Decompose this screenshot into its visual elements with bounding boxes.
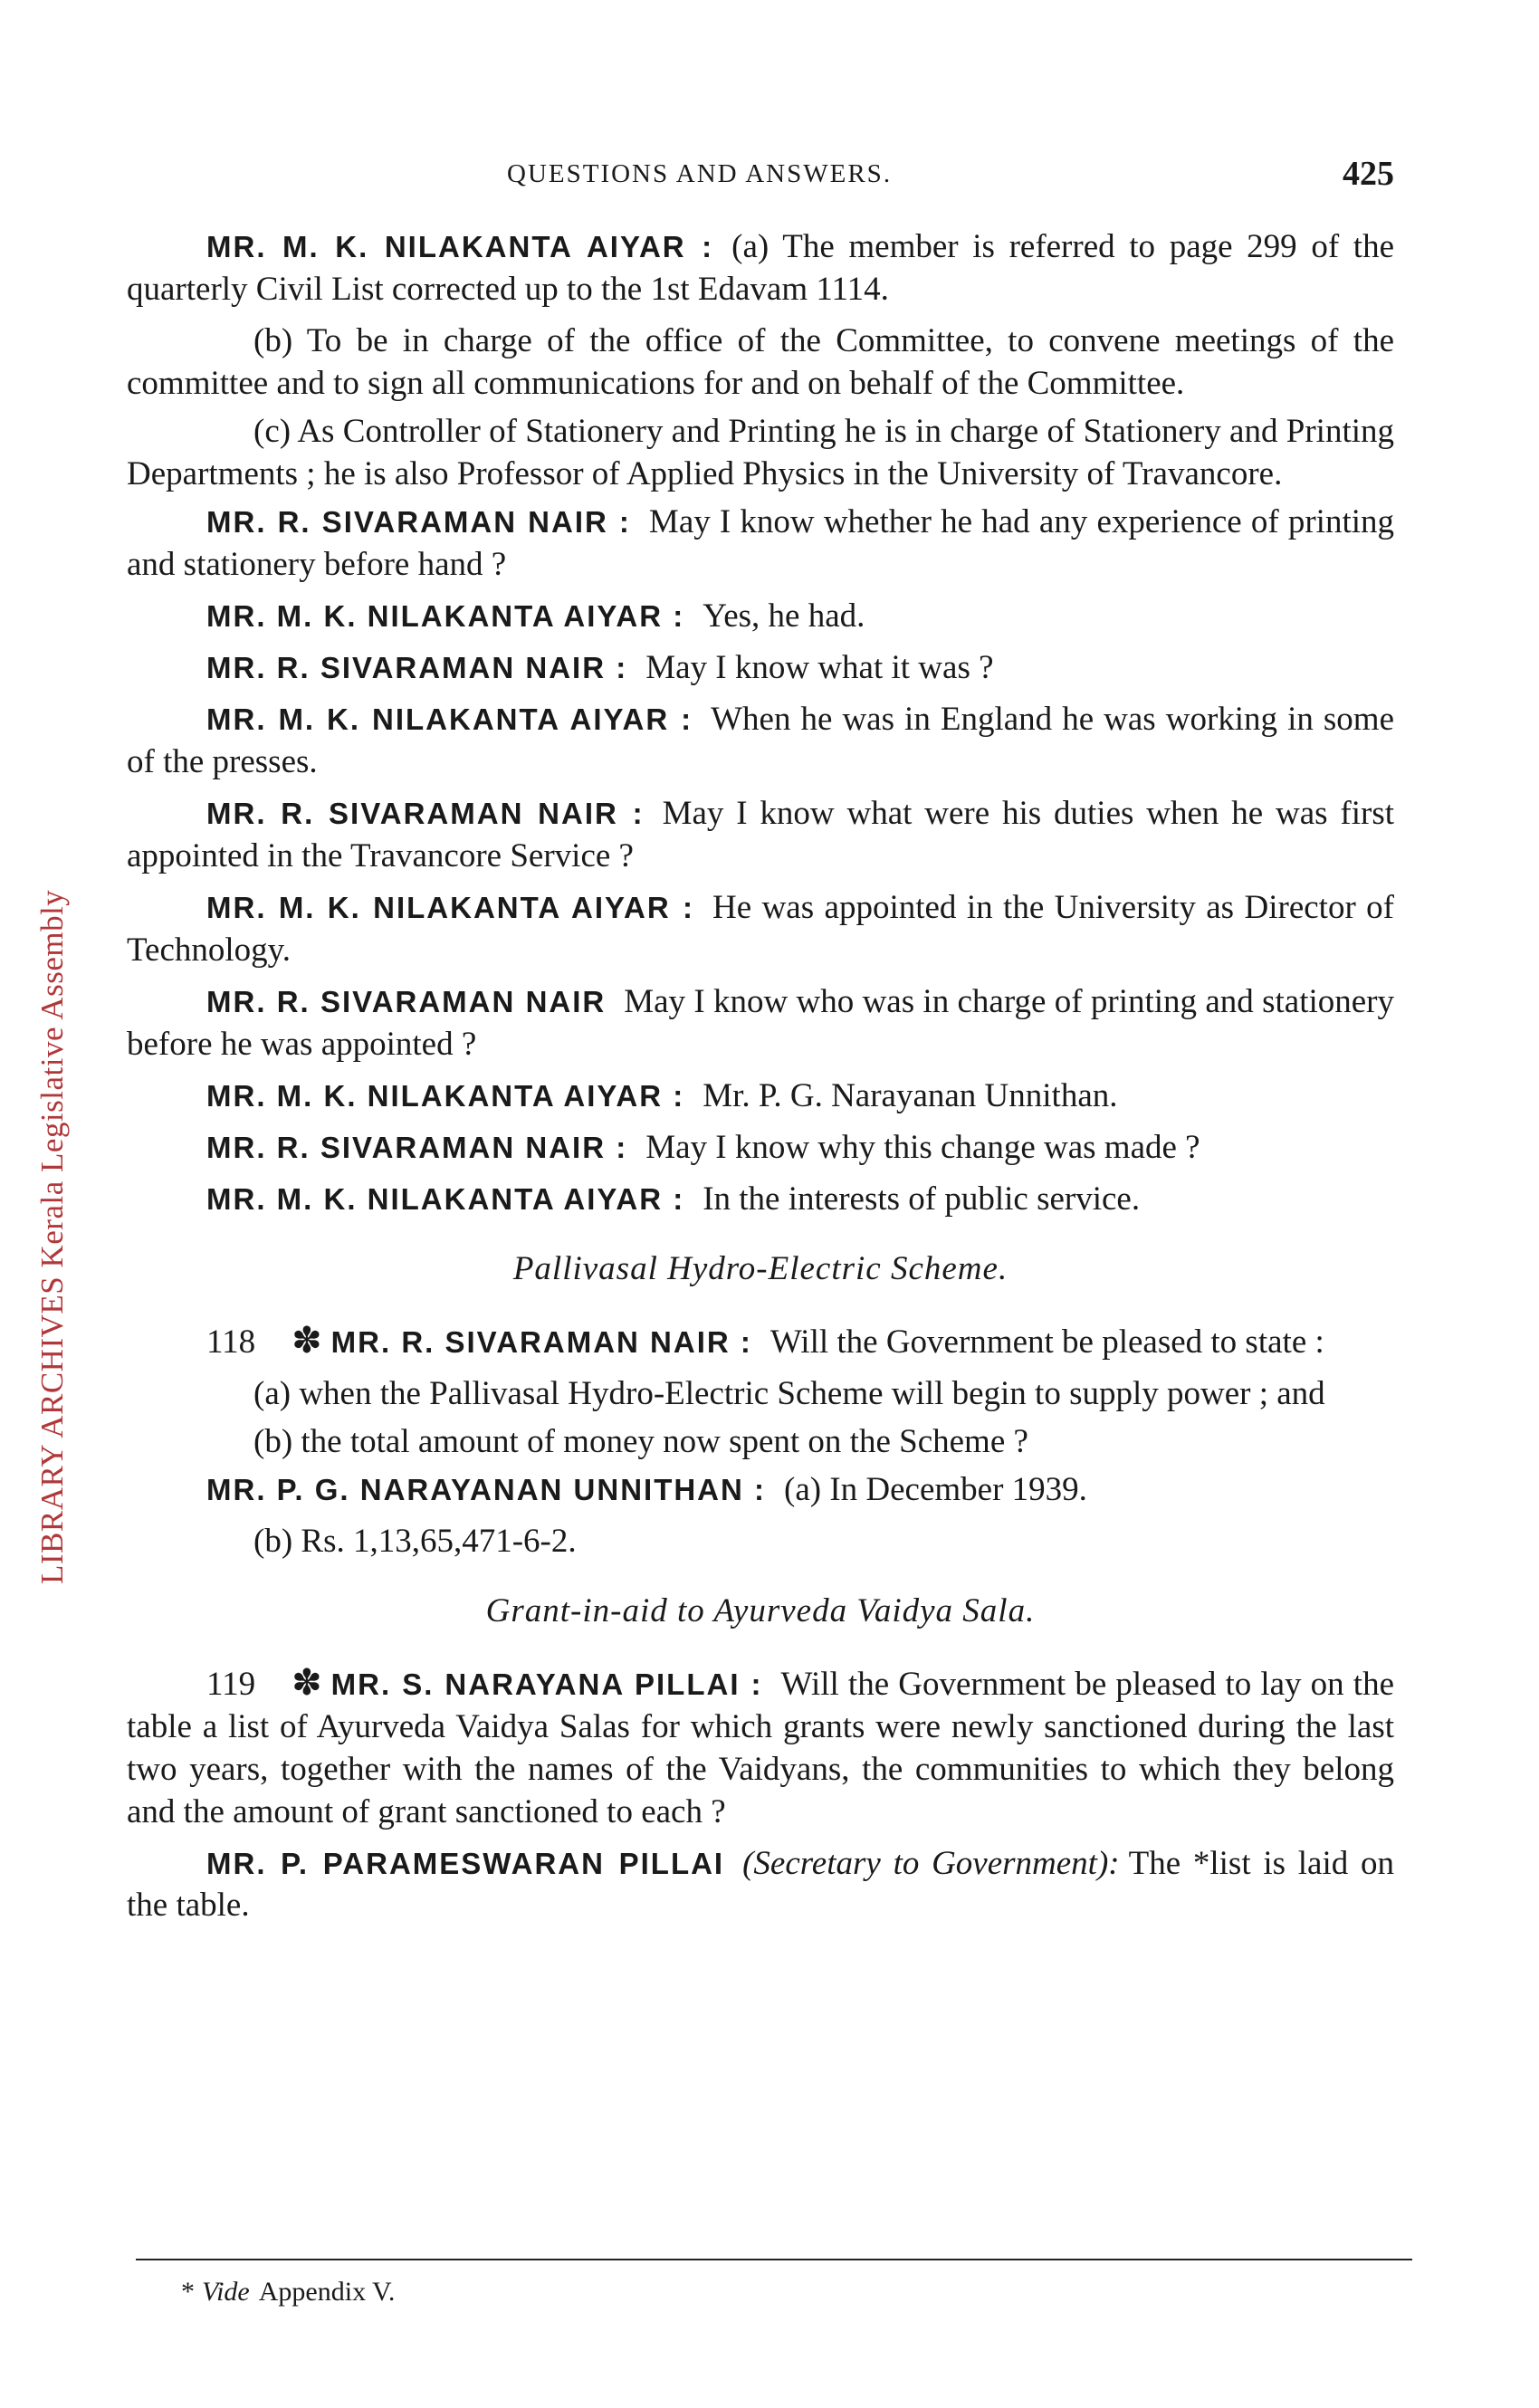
answer-paragraph — [127, 1469, 1394, 1512]
running-title: QUESTIONS AND ANSWERS. — [507, 159, 893, 188]
footnote-ref: Vide — [202, 2277, 250, 2307]
speaker-name: MR. M. K. NILAKANTA AIYAR : — [206, 230, 714, 263]
question-paragraph — [127, 1127, 1394, 1170]
speech-text: When he was in England he was working in some of the presses. — [127, 700, 1394, 780]
speech-text: (a) In December 1939. — [784, 1470, 1087, 1508]
speech-text: Will the Government be pleased to state : — [770, 1323, 1324, 1361]
speaker-name: MR. R. SIVARAMAN NAIR : — [206, 650, 628, 684]
answer-subitem — [127, 1521, 1394, 1563]
speech-text: May I know who was in charge of printing and stationery before he was appointed ? — [127, 982, 1394, 1063]
answer-paragraph — [127, 596, 1394, 638]
question-paragraph — [127, 647, 1394, 690]
speech-text: (b) the total amount of money now spent on the Scheme ? — [253, 1422, 1028, 1460]
page-header — [127, 154, 1394, 199]
speaker-name: MR. R. SIVARAMAN NAIR : — [330, 1324, 752, 1359]
answer-subitem — [127, 320, 1394, 406]
speaker-name: MR. M. K. NILAKANTA AIYAR : — [206, 702, 693, 736]
footnote-text: Appendix V. — [258, 2277, 396, 2307]
speech-text: (c) As Controller of Stationery and Printing he is in charge of Stationery and Printing Departments ; he is also Professor of Applied Physics in the University of Travancore. — [127, 412, 1394, 492]
footnote — [181, 2277, 395, 2308]
asterisk-icon: ✽ — [292, 1319, 322, 1361]
speaker-name: MR. P. PARAMESWARAN PILLAI — [206, 1846, 725, 1880]
answer-paragraph — [127, 699, 1394, 784]
question-subitem — [127, 1421, 1394, 1464]
asterisk-icon: ✽ — [292, 1661, 322, 1703]
page-body — [127, 226, 1394, 1936]
speech-text: May I know whether he had any experience of printing and stationery before hand ? — [127, 502, 1395, 583]
question-paragraph — [127, 502, 1394, 587]
speech-text: May I know why this change was made ? — [645, 1128, 1200, 1166]
answer-paragraph — [127, 1179, 1394, 1221]
answer-paragraph — [127, 226, 1394, 311]
speech-text: (a) The member is referred to page 299 of the quarterly Civil List corrected up to the 1st Edavam 1114. — [127, 228, 1394, 308]
answer-paragraph — [127, 1075, 1394, 1118]
speaker-name: MR. R. SIVARAMAN NAIR : — [206, 796, 645, 830]
speaker-name: MR. S. NARAYANA PILLAI : — [330, 1667, 763, 1701]
speaker-name: MR. M. K. NILAKANTA AIYAR : — [206, 598, 685, 633]
question-subitem — [127, 1373, 1394, 1416]
speaker-name: MR. R. SIVARAMAN NAIR : — [206, 504, 631, 539]
question-paragraph — [127, 793, 1394, 878]
speech-text: May I know what it was ? — [645, 648, 994, 686]
speech-text: In the interests of public service. — [703, 1180, 1141, 1218]
starred-question — [127, 1318, 1394, 1364]
archive-watermark: LIBRARY ARCHIVES Kerala Legislative Assembly — [34, 889, 70, 1584]
question-number: 119 — [206, 1665, 256, 1703]
speech-text: (a) when the Pallivasal Hydro-Electric Scheme will begin to supply power ; and — [253, 1374, 1325, 1412]
section-heading: Grant-in-aid to Ayurveda Vaidya Sala. — [485, 1591, 1036, 1629]
starred-question — [127, 1660, 1394, 1834]
speech-text: May I know what were his duties when he was first appointed in the Travancore Service ? — [127, 794, 1394, 874]
section-heading: Pallivasal Hydro-Electric Scheme. — [512, 1249, 1008, 1287]
answer-paragraph — [127, 1843, 1394, 1928]
answer-subitem — [127, 411, 1394, 496]
speaker-designation: (Secretary to Government): — [742, 1844, 1120, 1882]
footnote-divider — [136, 2259, 1412, 2260]
speaker-name: MR. P. G. NARAYANAN UNNITHAN : — [206, 1472, 767, 1506]
question-paragraph — [127, 981, 1394, 1066]
speech-text: He was appointed in the University as Director of Technology. — [127, 888, 1394, 969]
speech-text: (b) Rs. 1,13,65,471-6-2. — [253, 1522, 577, 1560]
speech-text: Yes, he had. — [703, 597, 865, 635]
speech-text: The *list is laid on the table. — [127, 1844, 1394, 1925]
speaker-name: MR. M. K. NILAKANTA AIYAR : — [206, 1181, 685, 1216]
speech-text: Will the Government be pleased to lay on the table a list of Ayurveda Vaidya Salas for which grants were newly sanctioned during the last two years, together with the names of the Vaidyans, the communities to which they belong and the amount of grant sanctioned to each ? — [127, 1665, 1395, 1830]
page-number: 425 — [1343, 155, 1394, 193]
speech-text: Mr. P. G. Narayanan Unnithan. — [703, 1076, 1118, 1114]
footnote-mark: * — [181, 2277, 195, 2307]
speech-text: (b) To be in charge of the office of the Committee, to convene meetings of the committee and to sign all communications for and on behalf of the Committee. — [127, 321, 1394, 402]
speaker-name: MR. R. SIVARAMAN NAIR — [206, 984, 607, 1018]
speaker-name: MR. M. K. NILAKANTA AIYAR : — [206, 1078, 685, 1113]
question-number: 118 — [206, 1323, 256, 1361]
answer-paragraph — [127, 887, 1394, 972]
speaker-name: MR. M. K. NILAKANTA AIYAR : — [206, 890, 695, 924]
speaker-name: MR. R. SIVARAMAN NAIR : — [206, 1130, 628, 1164]
